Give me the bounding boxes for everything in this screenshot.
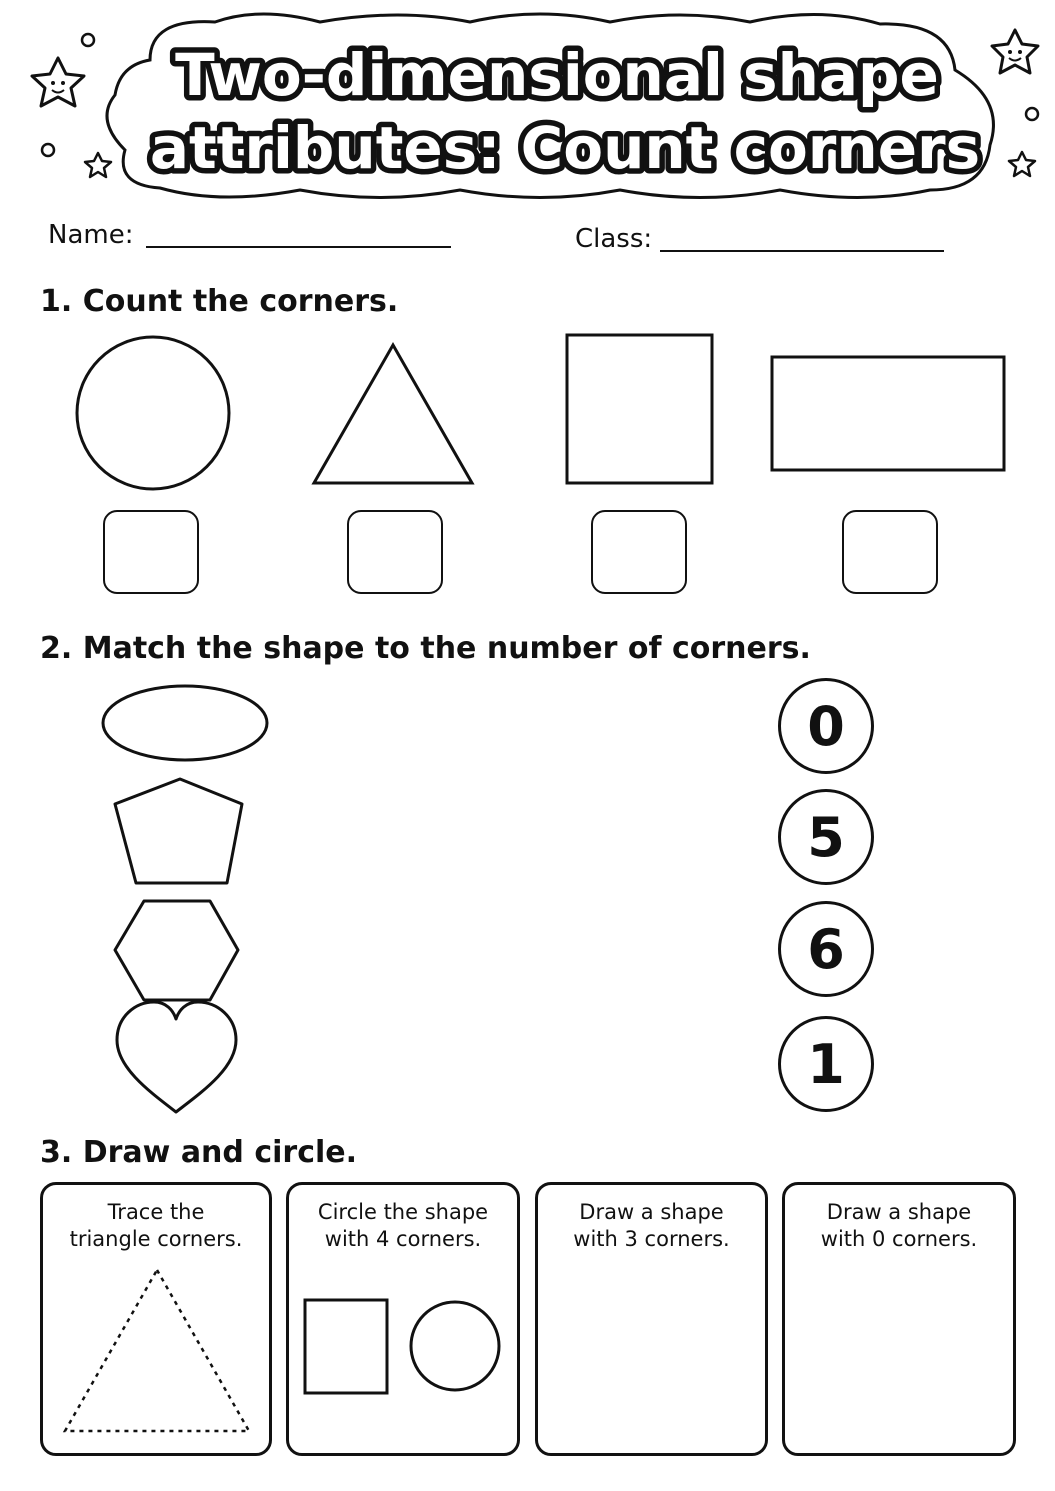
oval-icon <box>103 686 267 760</box>
hexagon-icon <box>115 901 238 1000</box>
circle-icon[interactable] <box>411 1302 499 1390</box>
dotted-triangle-icon <box>43 1185 269 1453</box>
square-icon[interactable] <box>305 1300 387 1393</box>
section-3-heading: 3. Draw and circle. <box>40 1135 358 1170</box>
answer-box-circle[interactable] <box>103 510 199 594</box>
title-line-2: attributes: Count corners <box>149 114 981 182</box>
panel-shapes <box>289 1185 517 1453</box>
number-label: 1 <box>807 1032 845 1096</box>
answer-box-rectangle[interactable] <box>842 510 938 594</box>
panel-draw-3-corners[interactable] <box>535 1182 768 1456</box>
section-2-shapes <box>0 680 300 1120</box>
star-icon <box>32 58 84 106</box>
rectangle-icon <box>772 357 1004 470</box>
class-label: Class: <box>575 224 653 254</box>
name-label: Name: <box>48 220 134 250</box>
square-icon <box>567 335 712 483</box>
title-line-1: Two-dimensional shape <box>175 41 939 109</box>
class-field[interactable] <box>660 250 944 252</box>
number-circle-0[interactable] <box>778 678 874 774</box>
star-icon <box>1009 152 1035 176</box>
triangle-icon <box>314 345 472 483</box>
dot-icon <box>82 34 94 46</box>
panel-trace-triangle[interactable] <box>40 1182 272 1456</box>
circle-icon <box>77 337 229 489</box>
answer-box-square[interactable] <box>591 510 687 594</box>
number-circle-1[interactable] <box>778 1016 874 1112</box>
number-label: 5 <box>807 805 845 869</box>
panel-circle-shape[interactable] <box>286 1182 520 1456</box>
dot-icon <box>42 144 54 156</box>
title-banner <box>0 0 1055 215</box>
number-label: 0 <box>807 694 845 758</box>
section-1-shapes <box>0 325 1055 495</box>
panel-instruction: Trace the triangle corners. <box>69 1200 243 1251</box>
star-icon <box>85 153 111 177</box>
heart-icon <box>117 1002 236 1112</box>
pentagon-icon <box>115 779 242 883</box>
star-icon <box>992 30 1038 73</box>
panel-draw-0-corners[interactable] <box>782 1182 1016 1456</box>
section-1-heading: 1. Count the corners. <box>40 284 399 319</box>
dot-icon <box>1026 108 1038 120</box>
section-2-heading: 2. Match the shape to the number of corners. <box>40 631 811 666</box>
name-field[interactable] <box>146 246 451 248</box>
number-label: 6 <box>807 917 845 981</box>
panel-instruction: Draw a shape with 0 corners. <box>820 1200 978 1251</box>
panel-instruction: Draw a shape with 3 corners. <box>573 1200 730 1251</box>
number-circle-5[interactable] <box>778 789 874 885</box>
answer-box-triangle[interactable] <box>347 510 443 594</box>
panel-instruction: Circle the shape with 4 corners. <box>317 1200 489 1251</box>
number-circle-6[interactable] <box>778 901 874 997</box>
